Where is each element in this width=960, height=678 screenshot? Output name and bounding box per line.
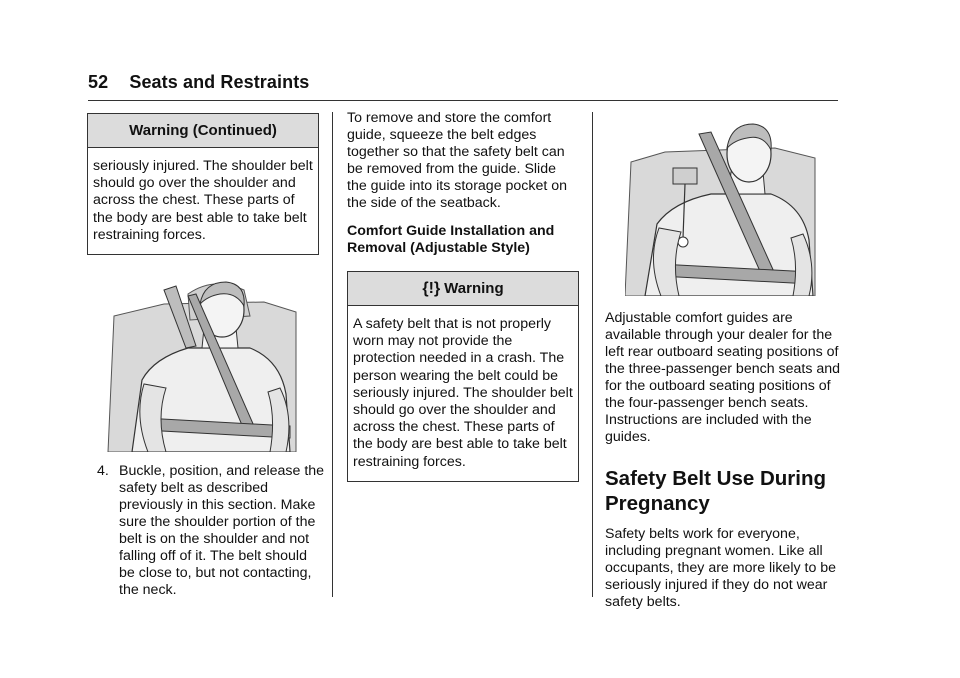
warning-box-body: seriously injured. The shoulder belt should go over the shoulder and across the chest. These parts of the body are best able to take belt restraining forces. bbox=[93, 158, 313, 243]
warning-box-title: Warning (Continued) bbox=[88, 114, 318, 148]
comfort-guide-removal-paragraph: To remove and store the comfort guide, squeeze the belt edges together so that the safety belt can be removed from the guide. Slide the guide into its storage pocket on the side of the seatback. bbox=[347, 110, 568, 211]
comfort-guide-adjustment-illustration bbox=[625, 118, 819, 296]
right-column bbox=[605, 310, 841, 622]
step-text: Buckle, position, and release the safety belt as described previously in this section. Make sure the shoulder portion of the belt is on the shoulder and not falling off of it. The belt should be close to, but not contacting, the neck. bbox=[119, 463, 325, 598]
column-separator-left bbox=[332, 112, 333, 597]
warning-title-text: Warning bbox=[444, 280, 504, 297]
column-separator-right bbox=[592, 112, 593, 597]
warning-triangle-icon: {!} bbox=[422, 280, 441, 297]
comfort-guide-subheading: Comfort Guide Installation and Removal (Adjustable Style) bbox=[347, 223, 555, 256]
section-title: Seats and Restraints bbox=[129, 72, 310, 92]
step-number: 4. bbox=[97, 463, 109, 479]
warning-box bbox=[347, 271, 579, 482]
header-rule bbox=[88, 100, 838, 101]
person-wearing-seat-belt-illustration bbox=[104, 276, 300, 452]
page-header bbox=[88, 72, 309, 93]
middle-column bbox=[347, 110, 579, 482]
page-number: 52 bbox=[88, 72, 109, 92]
warning-box-title bbox=[348, 272, 578, 306]
pregnancy-paragraph: Safety belts work for everyone, including pregnant women. Like all occupants, they are more likely to be seriously injured if they do not wear safety belts. bbox=[605, 526, 837, 610]
pregnancy-heading: Safety Belt Use During Pregnancy bbox=[605, 467, 826, 515]
left-step bbox=[97, 463, 325, 599]
step-4 bbox=[97, 463, 325, 599]
left-column bbox=[87, 113, 319, 255]
adjustable-guides-paragraph: Adjustable comfort guides are available through your dealer for the left rear outboard seating positions of the three-passenger bench seats and for the outboard seating positions of the four-passenger bench seats. Instructions are included with the guides. bbox=[605, 310, 841, 445]
warning-continued-box bbox=[87, 113, 319, 255]
warning-box-body: A safety belt that is not properly worn may not provide the protection needed in a crash. The person wearing the belt could be seriously injured. The shoulder belt should go over the shoulder and across the chest. These parts of the body are best able to take belt restraining forces. bbox=[353, 316, 573, 470]
